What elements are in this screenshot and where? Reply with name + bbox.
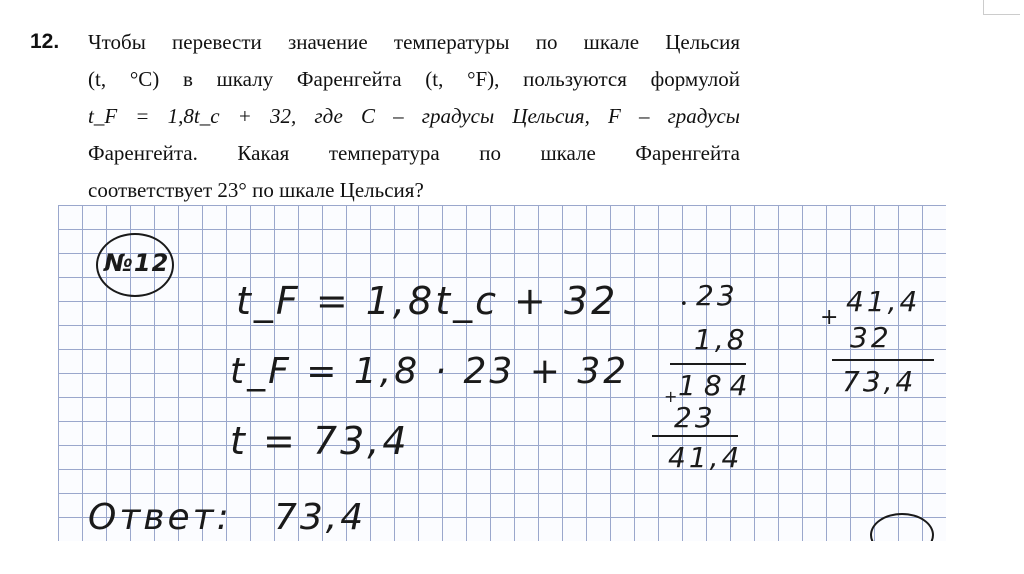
equation-2: t_F = 1,8 · 23 + 32 <box>230 351 630 392</box>
problem-line-4: Фаренгейта. Какая температура по шкале Фаренгейта <box>88 141 740 165</box>
handwritten-solution-sheet <box>58 205 946 541</box>
problem-line-2: (t, °C) в шкалу Фаренгейта (t, °F), пользуются формулой <box>88 67 740 91</box>
add-addend-2: 32 <box>850 321 892 354</box>
problem-line-5: соответствует 23° по шкале Цельсия? <box>88 178 424 202</box>
mult-multiplicand: 23 <box>696 279 738 312</box>
teacher-stamp <box>870 513 934 541</box>
mult-partial-2: 23 <box>674 401 716 434</box>
answer-value: 73,4 <box>274 497 367 538</box>
problem-line-1: Чтобы перевести значение температуры по шкале Цельсия <box>88 30 740 54</box>
addition-plus-sign: + <box>820 305 842 330</box>
plus-sign-small: + <box>664 387 681 406</box>
badge-text: №12 <box>104 249 170 277</box>
multiply-sign: • <box>680 297 691 312</box>
problem-text <box>88 24 740 209</box>
corner-logo <box>983 0 1020 15</box>
problem-number: 12. <box>30 30 60 53</box>
mult-line-1 <box>670 363 746 365</box>
problem-line-3: t_F = 1,8t_c + 32, где C – градусы Цельсия, F – градусы <box>88 104 740 128</box>
add-addend-1: 41,4 <box>846 285 921 318</box>
mult-multiplier: 1,8 <box>694 323 748 356</box>
mult-result: 41,4 <box>668 441 743 474</box>
problem-badge <box>96 233 174 297</box>
equation-3: t = 73,4 <box>230 419 410 463</box>
equation-1: t_F = 1,8t_c + 32 <box>236 279 619 323</box>
add-sum: 73,4 <box>842 365 917 398</box>
mult-line-2 <box>652 435 738 437</box>
add-line <box>832 359 934 361</box>
mult-partial-1: 184 <box>678 369 756 402</box>
answer-label: Ответ: <box>88 497 232 538</box>
